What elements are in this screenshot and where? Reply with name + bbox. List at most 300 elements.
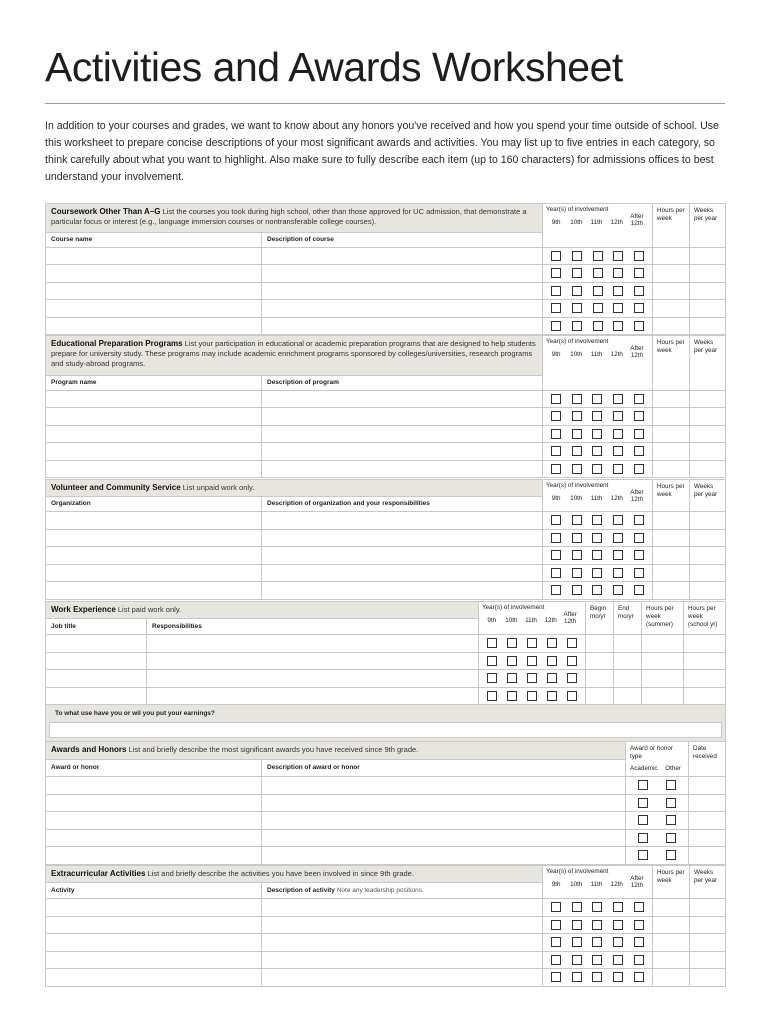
end-header: End mo/yr (614, 602, 642, 635)
checkbox[interactable] (592, 429, 602, 439)
checkbox[interactable] (592, 585, 602, 595)
checkbox[interactable] (551, 972, 561, 982)
checkbox[interactable] (551, 303, 561, 313)
years-header: Year(s) of involvement 9th 10th 11th 12th After 12th (543, 480, 653, 512)
entry-name-field[interactable] (46, 899, 262, 917)
entry-value-field[interactable] (586, 670, 614, 688)
entry-value-field[interactable] (690, 317, 726, 335)
checkbox[interactable] (613, 303, 623, 313)
checkbox[interactable] (567, 673, 577, 683)
checkbox[interactable] (613, 550, 623, 560)
entry-name-field[interactable] (46, 951, 262, 969)
checkbox[interactable] (572, 394, 582, 404)
program-name-header: Program name (46, 376, 262, 391)
checkbox[interactable] (634, 321, 644, 331)
checkbox[interactable] (487, 656, 497, 666)
entry-value-field[interactable] (642, 687, 684, 705)
entry-name-field[interactable] (46, 812, 262, 830)
entry-value-field[interactable] (690, 425, 726, 443)
checkbox[interactable] (634, 286, 644, 296)
checkbox[interactable] (634, 268, 644, 278)
work-instructions: Work Experience List paid work only. (46, 602, 479, 619)
checkbox[interactable] (507, 691, 517, 701)
checkbox[interactable] (487, 638, 497, 648)
entry-value-field[interactable] (653, 390, 690, 408)
entry-value-field[interactable] (690, 582, 726, 600)
entry-name-field[interactable] (46, 512, 262, 530)
entry-row (46, 247, 726, 265)
course-name-header: Course name (46, 233, 262, 248)
entry-value-field[interactable] (690, 408, 726, 426)
entry-description-field[interactable] (262, 460, 543, 478)
entry-value-field[interactable] (690, 969, 726, 987)
checkbox-group (543, 899, 653, 917)
entry-description-field[interactable] (262, 390, 543, 408)
entry-name-field[interactable] (46, 635, 147, 653)
entry-value-field[interactable] (689, 812, 726, 830)
checkbox[interactable] (592, 464, 602, 474)
checkbox[interactable] (634, 568, 644, 578)
checkbox[interactable] (572, 303, 582, 313)
checkbox[interactable] (613, 533, 623, 543)
checkbox[interactable] (487, 673, 497, 683)
entry-description-field[interactable] (262, 899, 543, 917)
checkbox-group (543, 529, 653, 547)
checkbox[interactable] (634, 394, 644, 404)
entry-row (46, 408, 726, 426)
entry-description-field[interactable] (262, 425, 543, 443)
entry-value-field[interactable] (614, 635, 642, 653)
checkbox[interactable] (592, 955, 602, 965)
checkbox[interactable] (551, 902, 561, 912)
entry-row (46, 460, 726, 478)
checkbox[interactable] (593, 321, 603, 331)
entry-description-field[interactable] (147, 670, 479, 688)
entry-row (46, 951, 726, 969)
checkbox[interactable] (613, 920, 623, 930)
checkbox[interactable] (613, 568, 623, 578)
checkbox[interactable] (638, 850, 648, 860)
entry-description-field[interactable] (262, 829, 626, 847)
entry-value-field[interactable] (653, 512, 690, 530)
entry-name-field[interactable] (46, 547, 262, 565)
begin-header: Begin mo/yr (586, 602, 614, 635)
entry-description-field[interactable] (262, 969, 543, 987)
entry-name-field[interactable] (46, 652, 147, 670)
checkbox[interactable] (572, 920, 582, 930)
entry-row (46, 564, 726, 582)
entry-description-field[interactable] (262, 794, 626, 812)
entry-value-field[interactable] (653, 564, 690, 582)
entry-description-field[interactable] (262, 916, 543, 934)
checkbox[interactable] (551, 515, 561, 525)
checkbox[interactable] (638, 815, 648, 825)
checkbox[interactable] (593, 251, 603, 261)
checkbox[interactable] (613, 429, 623, 439)
checkbox[interactable] (634, 920, 644, 930)
checkbox[interactable] (572, 533, 582, 543)
checkbox[interactable] (613, 411, 623, 421)
checkbox[interactable] (592, 972, 602, 982)
entry-description-field[interactable] (262, 300, 543, 318)
entry-value-field[interactable] (586, 652, 614, 670)
checkbox[interactable] (613, 972, 623, 982)
entry-description-field[interactable] (262, 512, 543, 530)
checkbox[interactable] (613, 585, 623, 595)
entry-value-field[interactable] (690, 951, 726, 969)
checkbox[interactable] (638, 798, 648, 808)
entry-description-field[interactable] (262, 564, 543, 582)
checkbox[interactable] (592, 550, 602, 560)
checkbox[interactable] (572, 937, 582, 947)
entry-description-field[interactable] (262, 847, 626, 865)
checkbox[interactable] (551, 429, 561, 439)
checkbox[interactable] (666, 833, 676, 843)
entry-description-field[interactable] (262, 282, 543, 300)
entry-description-field[interactable] (262, 582, 543, 600)
entry-value-field[interactable] (689, 847, 726, 865)
entry-value-field[interactable] (586, 687, 614, 705)
checkbox-group (543, 300, 653, 318)
checkbox[interactable] (613, 446, 623, 456)
checkbox-group (543, 934, 653, 952)
checkbox[interactable] (567, 656, 577, 666)
checkbox[interactable] (592, 411, 602, 421)
entry-name-field[interactable] (46, 916, 262, 934)
checkbox[interactable] (593, 286, 603, 296)
entry-value-field[interactable] (690, 247, 726, 265)
weeks-header: Weeks per year (690, 480, 726, 512)
checkbox-group (543, 547, 653, 565)
entry-value-field[interactable] (653, 282, 690, 300)
checkbox[interactable] (592, 920, 602, 930)
educational-instructions: Educational Preparation Programs List your participation in educational or academic preparation programs that are designed to help students prepare for university study. These programs may include academic enrichment programs sponsored by colleges/universities, research programs and study-abroad programs. (46, 336, 543, 376)
checkbox[interactable] (527, 691, 537, 701)
entry-value-field[interactable] (586, 635, 614, 653)
entry-name-field[interactable] (46, 443, 262, 461)
checkbox[interactable] (572, 568, 582, 578)
entry-name-field[interactable] (46, 670, 147, 688)
entry-name-field[interactable] (46, 794, 262, 812)
checkbox[interactable] (592, 568, 602, 578)
entry-name-field[interactable] (46, 969, 262, 987)
checkbox[interactable] (666, 815, 676, 825)
checkbox[interactable] (572, 268, 582, 278)
checkbox[interactable] (634, 251, 644, 261)
checkbox[interactable] (638, 833, 648, 843)
checkbox-group (543, 425, 653, 443)
checkbox[interactable] (613, 937, 623, 947)
entry-description-field[interactable] (147, 652, 479, 670)
checkbox[interactable] (547, 691, 557, 701)
checkbox[interactable] (613, 251, 623, 261)
entry-description-field[interactable] (147, 687, 479, 705)
years-header: Year(s) of involvement 9th 10th 11th 12th After 12th (543, 204, 653, 248)
checkbox[interactable] (634, 303, 644, 313)
checkbox[interactable] (634, 585, 644, 595)
checkbox[interactable] (593, 303, 603, 313)
checkbox[interactable] (572, 902, 582, 912)
entry-value-field[interactable] (653, 969, 690, 987)
entry-value-field[interactable] (690, 300, 726, 318)
checkbox[interactable] (634, 446, 644, 456)
entry-value-field[interactable] (684, 670, 726, 688)
checkbox[interactable] (572, 251, 582, 261)
years-header: Year(s) of involvement 9th 10th 11th 12th After 12th (479, 602, 586, 635)
entry-name-field[interactable] (46, 460, 262, 478)
entry-value-field[interactable] (690, 564, 726, 582)
entry-description-field[interactable] (262, 247, 543, 265)
checkbox[interactable] (551, 955, 561, 965)
entry-description-field[interactable] (262, 529, 543, 547)
entry-name-field[interactable] (46, 564, 262, 582)
checkbox[interactable] (634, 411, 644, 421)
checkbox[interactable] (634, 937, 644, 947)
entry-name-field[interactable] (46, 425, 262, 443)
checkbox[interactable] (613, 515, 623, 525)
entry-value-field[interactable] (690, 282, 726, 300)
entry-name-field[interactable] (46, 934, 262, 952)
checkbox[interactable] (551, 268, 561, 278)
job-title-header: Job title (46, 619, 147, 635)
checkbox[interactable] (551, 321, 561, 331)
entry-value-field[interactable] (642, 635, 684, 653)
entry-name-field[interactable] (46, 847, 262, 865)
entry-row (46, 317, 726, 335)
entry-name-field[interactable] (46, 408, 262, 426)
checkbox[interactable] (592, 446, 602, 456)
entry-row (46, 934, 726, 952)
entry-value-field[interactable] (653, 317, 690, 335)
checkbox[interactable] (547, 673, 557, 683)
entry-name-field[interactable] (46, 777, 262, 795)
entry-value-field[interactable] (690, 443, 726, 461)
checkbox[interactable] (551, 920, 561, 930)
entry-description-field[interactable] (262, 408, 543, 426)
entry-name-field[interactable] (46, 265, 262, 283)
entry-value-field[interactable] (684, 687, 726, 705)
checkbox[interactable] (572, 955, 582, 965)
checkbox[interactable] (507, 638, 517, 648)
course-desc-header: Description of course (262, 233, 543, 248)
entry-value-field[interactable] (689, 777, 726, 795)
checkbox[interactable] (634, 550, 644, 560)
entry-value-field[interactable] (642, 652, 684, 670)
activity-header: Activity (46, 883, 262, 899)
entry-value-field[interactable] (690, 547, 726, 565)
checkbox[interactable] (634, 515, 644, 525)
checkbox[interactable] (527, 656, 537, 666)
entry-value-field[interactable] (690, 899, 726, 917)
entry-value-field[interactable] (653, 443, 690, 461)
entry-name-field[interactable] (46, 317, 262, 335)
entry-value-field[interactable] (614, 652, 642, 670)
checkbox-group (543, 282, 653, 300)
checkbox-group (543, 512, 653, 530)
years-header: Year(s) of involvement 9th 10th 11th 12th After 12th (543, 336, 653, 391)
checkbox-group (543, 460, 653, 478)
checkbox[interactable] (527, 638, 537, 648)
entry-value-field[interactable] (690, 512, 726, 530)
hours-header: Hours per week (653, 336, 690, 391)
earnings-input[interactable] (49, 722, 722, 738)
entry-description-field[interactable] (262, 265, 543, 283)
checkbox[interactable] (507, 673, 517, 683)
entry-value-field[interactable] (653, 247, 690, 265)
checkbox[interactable] (613, 394, 623, 404)
checkbox[interactable] (634, 955, 644, 965)
checkbox[interactable] (551, 585, 561, 595)
checkbox[interactable] (634, 972, 644, 982)
checkbox[interactable] (551, 937, 561, 947)
checkbox[interactable] (487, 691, 497, 701)
entry-name-field[interactable] (46, 247, 262, 265)
checkbox-group (543, 408, 653, 426)
entry-value-field[interactable] (690, 390, 726, 408)
checkbox[interactable] (551, 550, 561, 560)
checkbox[interactable] (613, 464, 623, 474)
entry-value-field[interactable] (653, 547, 690, 565)
entry-row (46, 635, 726, 653)
checkbox[interactable] (551, 411, 561, 421)
checkbox[interactable] (551, 446, 561, 456)
entry-value-field[interactable] (653, 460, 690, 478)
checkbox[interactable] (613, 955, 623, 965)
entry-name-field[interactable] (46, 300, 262, 318)
years-header: Year(s) of involvement 9th 10th 11th 12th After 12th (543, 866, 653, 899)
entry-value-field[interactable] (642, 670, 684, 688)
entry-description-field[interactable] (262, 547, 543, 565)
checkbox[interactable] (551, 251, 561, 261)
checkbox[interactable] (572, 515, 582, 525)
entry-value-field[interactable] (653, 529, 690, 547)
checkbox[interactable] (592, 937, 602, 947)
entry-name-field[interactable] (46, 282, 262, 300)
checkbox[interactable] (592, 533, 602, 543)
entry-row (46, 390, 726, 408)
entry-value-field[interactable] (653, 265, 690, 283)
checkbox-group (543, 951, 653, 969)
checkbox[interactable] (527, 673, 537, 683)
entry-description-field[interactable] (262, 812, 626, 830)
checkbox[interactable] (613, 902, 623, 912)
entry-value-field[interactable] (653, 582, 690, 600)
intro-paragraph: In addition to your courses and grades, we want to know about any honors you've received and how you spend your time outside of school. Use this worksheet to prepare concise descriptions of your most significant awards and activities. You may list up to five entries in each category, so think carefully about what you want to highlight. Also make sure to fully describe each item (up to 160 characters) for admissions offices to best understand your involvement. (45, 120, 719, 183)
checkbox[interactable] (613, 321, 623, 331)
checkbox[interactable] (592, 394, 602, 404)
checkbox-group (543, 582, 653, 600)
entry-value-field[interactable] (690, 460, 726, 478)
entry-value-field[interactable] (684, 652, 726, 670)
entry-description-field[interactable] (262, 934, 543, 952)
checkbox[interactable] (572, 411, 582, 421)
checkbox[interactable] (666, 780, 676, 790)
entry-description-field[interactable] (262, 951, 543, 969)
checkbox-group (479, 687, 586, 705)
checkbox[interactable] (593, 268, 603, 278)
entry-value-field[interactable] (653, 934, 690, 952)
entry-name-field[interactable] (46, 582, 262, 600)
checkbox[interactable] (666, 798, 676, 808)
checkbox[interactable] (572, 446, 582, 456)
entry-value-field[interactable] (689, 794, 726, 812)
checkbox[interactable] (547, 656, 557, 666)
entry-value-field[interactable] (689, 829, 726, 847)
checkbox[interactable] (592, 902, 602, 912)
entry-value-field[interactable] (653, 899, 690, 917)
entry-description-field[interactable] (262, 777, 626, 795)
entry-value-field[interactable] (614, 670, 642, 688)
checkbox[interactable] (567, 638, 577, 648)
checkbox[interactable] (638, 780, 648, 790)
checkbox[interactable] (572, 321, 582, 331)
checkbox[interactable] (572, 429, 582, 439)
entry-row (46, 282, 726, 300)
checkbox-group (626, 829, 689, 847)
entry-value-field[interactable] (690, 529, 726, 547)
checkbox[interactable] (613, 286, 623, 296)
checkbox-group (626, 794, 689, 812)
checkbox[interactable] (547, 638, 557, 648)
checkbox-group (543, 390, 653, 408)
entry-value-field[interactable] (653, 408, 690, 426)
checkbox[interactable] (567, 691, 577, 701)
checkbox[interactable] (666, 850, 676, 860)
checkbox[interactable] (634, 533, 644, 543)
entry-row (46, 265, 726, 283)
entry-description-field[interactable] (262, 443, 543, 461)
entry-value-field[interactable] (684, 635, 726, 653)
entry-name-field[interactable] (46, 390, 262, 408)
entry-value-field[interactable] (653, 300, 690, 318)
checkbox[interactable] (572, 286, 582, 296)
checkbox[interactable] (572, 972, 582, 982)
awards-section (45, 741, 725, 865)
checkbox-group (543, 317, 653, 335)
entry-value-field[interactable] (690, 934, 726, 952)
checkbox[interactable] (507, 656, 517, 666)
checkbox[interactable] (551, 464, 561, 474)
checkbox[interactable] (551, 394, 561, 404)
checkbox[interactable] (551, 568, 561, 578)
entry-name-field[interactable] (46, 687, 147, 705)
checkbox[interactable] (634, 429, 644, 439)
weeks-header: Weeks per year (690, 204, 726, 248)
entry-row (46, 812, 726, 830)
date-received-header: Date received (689, 742, 726, 777)
checkbox[interactable] (572, 550, 582, 560)
checkbox[interactable] (634, 902, 644, 912)
checkbox[interactable] (551, 286, 561, 296)
checkbox[interactable] (551, 533, 561, 543)
entry-value-field[interactable] (653, 951, 690, 969)
entry-value-field[interactable] (614, 687, 642, 705)
checkbox[interactable] (572, 464, 582, 474)
entry-value-field[interactable] (653, 425, 690, 443)
entry-description-field[interactable] (147, 635, 479, 653)
entry-value-field[interactable] (690, 265, 726, 283)
checkbox[interactable] (572, 585, 582, 595)
entry-name-field[interactable] (46, 529, 262, 547)
checkbox[interactable] (613, 268, 623, 278)
entry-description-field[interactable] (262, 317, 543, 335)
entry-value-field[interactable] (690, 916, 726, 934)
checkbox[interactable] (634, 464, 644, 474)
entry-row (46, 969, 726, 987)
entry-value-field[interactable] (653, 916, 690, 934)
checkbox[interactable] (592, 515, 602, 525)
entry-name-field[interactable] (46, 829, 262, 847)
